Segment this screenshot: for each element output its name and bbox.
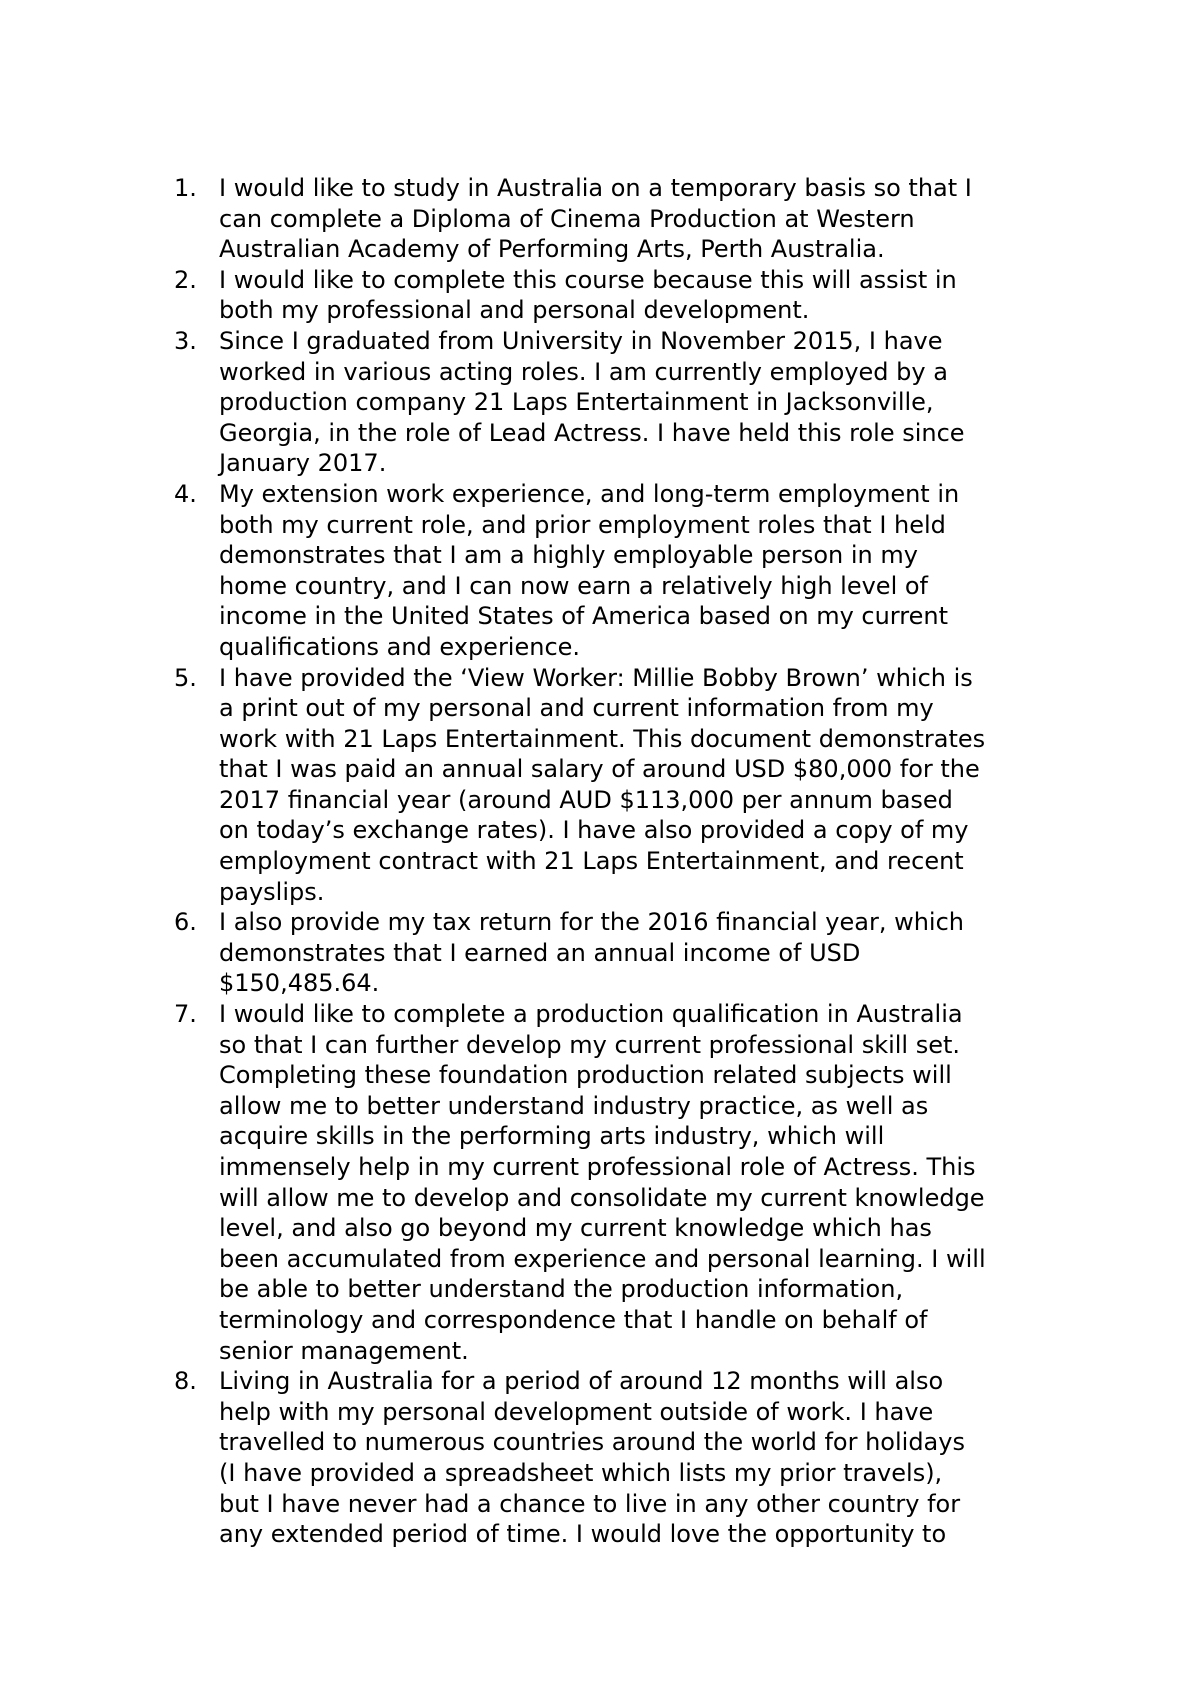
list-item <box>0 663 1200 908</box>
list-item-text: I would like to complete this course because this will assist in both my professional and personal development. <box>219 265 957 325</box>
list-item-text: I would like to study in Australia on a temporary basis so that I can complete a Diploma of Cinema Production at Western Australian Academy of Performing Arts, Perth Australia. <box>219 174 972 264</box>
list-item-number: 6. <box>174 908 197 937</box>
numbered-list <box>0 173 1200 1550</box>
list-item-text: I have provided the ‘View Worker: Millie Bobby Brown’ which is a print out of my personal and current information from my work with 21 Laps Entertainment. This document demonstrates that I was paid an annual salary of around USD $80,000 for the 2017 financial year (around AUD $113,000 per annum based on today’s exchange rates). I have also provided a copy of my employment contract with 21 Laps Entertainment, and recent payslips. <box>219 663 986 906</box>
list-item-number: 2. <box>174 265 197 294</box>
list-item-number: 5. <box>174 663 197 692</box>
list-item <box>0 1366 1200 1550</box>
list-item <box>0 907 1200 999</box>
list-item <box>0 326 1200 479</box>
list-item <box>0 999 1200 1366</box>
list-item <box>0 265 1200 326</box>
list-item-text: Living in Australia for a period of around 12 months will also help with my personal development outside of work. I have travelled to numerous countries around the world for holidays (I have provided a spreadsheet which lists my prior travels), but I have never had a chance to live in any other country for any extended period of time. I would love the opportunity to <box>219 1367 965 1549</box>
list-item <box>0 479 1200 663</box>
list-item <box>0 173 1200 265</box>
list-item-text: Since I graduated from University in November 2015, I have worked in various acting roles. I am currently employed by a production company 21 Laps Entertainment in Jacksonville, Georgia, in the role of Lead Actress. I have held this role since January 2017. <box>219 326 965 478</box>
list-item-number: 1. <box>174 174 197 202</box>
list-item-number: 7. <box>174 1000 197 1029</box>
list-item-text: I also provide my tax return for the 2016 financial year, which demonstrates that I earned an annual income of USD $150,485.64. <box>219 908 965 998</box>
list-item-text: I would like to complete a production qualification in Australia so that I can further develop my current professional skill set. Completing these foundation production related subjects will allow me to better understand industry practice, as well as acquire skills in the performing arts industry, which will immensely help in my current professional role of Actress. This will allow me to develop and consolidate my current knowledge level, and also go beyond my current knowledge which has been accumulated from experience and personal learning. I will be able to better understand the production information, terminology and correspondence that I handle on behalf of senior management. <box>219 1000 986 1365</box>
list-item-number: 8. <box>174 1367 197 1396</box>
list-item-text: My extension work experience, and long-term employment in both my current role, and prior employment roles that I held demonstrates that I am a highly employable person in my home country, and I can now earn a relatively high level of income in the United States of America based on my current qualifications and experience. <box>219 479 960 661</box>
list-item-number: 4. <box>174 479 197 508</box>
list-item-number: 3. <box>174 326 197 355</box>
